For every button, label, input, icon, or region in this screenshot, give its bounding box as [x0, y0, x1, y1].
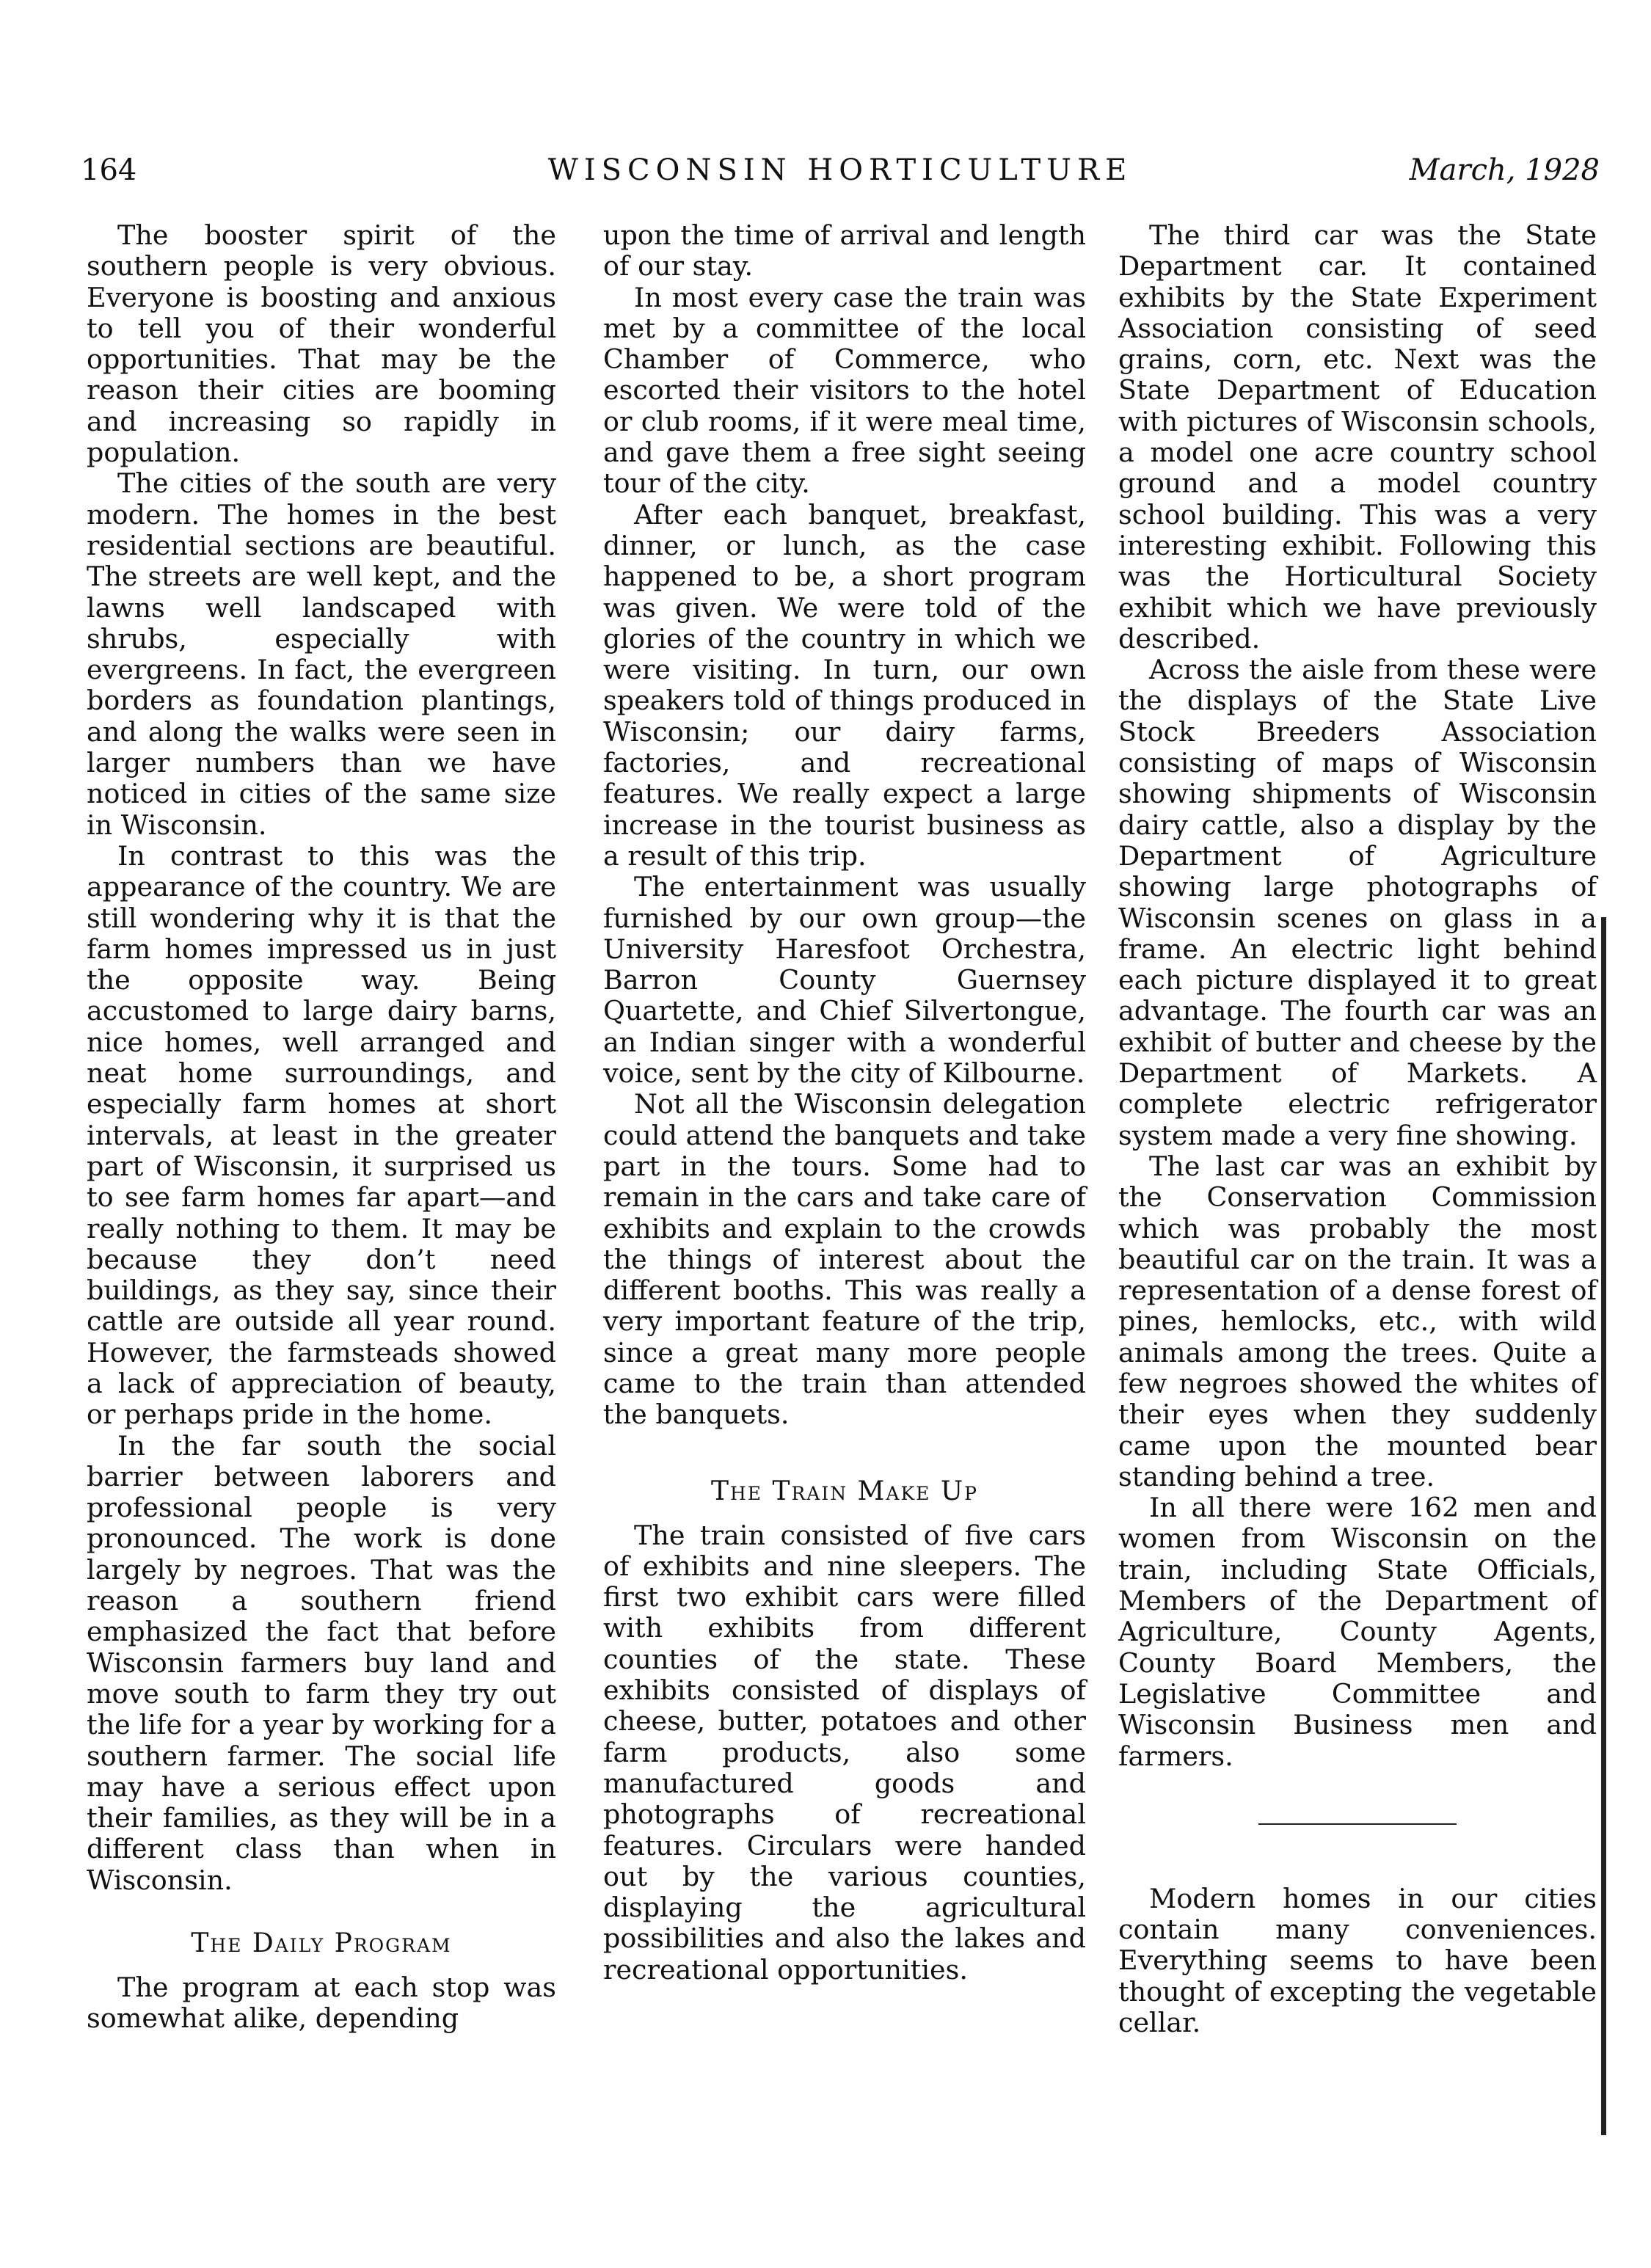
section-heading-train-make-up: The Train Make Up	[710, 1476, 979, 1506]
paragraph: In contrast to this was the appearance of the country. We are still wondering why it is that the farm homes impressed us in just the opposite way. Being accustomed to large dairy barns, nice homes, well arranged and neat home surroundings, and especially farm homes at short intervals, at least in the greater part of Wisconsin, it surprised us to see farm homes far apart—and really nothing to them. It may be because they don’t need buildings, as they say, since their cattle are outside all year round. However, the farmsteads showed a lack of appreciation of beauty, or perhaps pride in the home.	[87, 839, 556, 1431]
paragraph: The last car was an exhibit by the Conservation Commission which was probably the most beautiful car on the train. It was a representation of a dense forest of pines, hemlocks, etc., with wild animals among the trees. Quite a few negroes showed the whites of their eyes when they suddenly came upon the mounted bear standing behind a tree.	[1118, 1150, 1597, 1492]
paragraph: In all there were 162 men and women from Wisconsin on the train, including State Officials, Members of the Department of Agriculture, County Agents, County Board Members, the Legislative Committee and Wisconsin Business men and farmers.	[1118, 1492, 1597, 1772]
page-header	[81, 148, 1600, 192]
section-divider	[1258, 1823, 1457, 1825]
journal-title: WISCONSIN HORTICULTURE	[547, 153, 1133, 187]
paragraph: The program at each stop was somewhat alike, depending	[87, 1972, 556, 2035]
section-heading-daily-program: The Daily Program	[191, 1928, 452, 1959]
paragraph: upon the time of arrival and length of our stay.	[603, 219, 1086, 282]
paragraph: After each banquet, breakfast, dinner, or lunch, as the case happened to be, a short program was given. We were told of the glories of the country in which we were visiting. In turn, our own speakers told of things produced in Wisconsin; our dairy farms, factories, and recreational features. We really expect a large increase in the tourist business as a result of this trip.	[603, 498, 1086, 872]
paragraph: The entertainment was usually furnished by our own group—the University Haresfoot Orchestra, Barron County Guernsey Quartette, and Chief Silvertongue, an Indian singer with a wonderful voice, sent by the city of Kilbourne.	[603, 871, 1086, 1090]
paragraph: The third car was the State Department car. It contained exhibits by the State Experiment Association consisting of seed grains, corn, etc. Next was the State Department of Education with pictures of Wisconsin schools, a model one acre country school ground and a model country school building. This was a very interesting exhibit. Following this was the Horticultural Society exhibit which we have previously described.	[1118, 219, 1597, 654]
paragraph: The train consisted of five cars of exhibits and nine sleepers. The first two exhibit cars were filled with exhibits from different counties of the state. These exhibits consisted of displays of cheese, butter, potatoes and other farm products, also some manufactured goods and photographs of recreational features. Circulars were handed out by the various counties, displaying the agricultural possibilities and also the lakes and recreational opportunities.	[603, 1519, 1086, 1986]
paragraph: The cities of the south are very modern. The homes in the best residential sections are beautiful. The streets are well kept, and the lawns well landscaped with shrubs, especially with evergreens. In fact, the evergreen borders as foundation plantings, and along the walks were seen in larger numbers than we have noticed in cities of the same size in Wisconsin.	[87, 467, 556, 841]
issue-date: March, 1928	[1409, 153, 1600, 187]
paragraph: The booster spirit of the southern people is very obvious. Everyone is boosting and anxious to tell you of their wonderful opportunities. That may be the reason their cities are booming and increasing so rapidly in population.	[87, 219, 556, 469]
column-1	[87, 220, 556, 2035]
paragraph: In most every case the train was met by a committee of the local Chamber of Commerce, who escorted their visitors to the hotel or club rooms, if it were meal time, and gave them a free sight seeing tour of the city.	[603, 281, 1086, 500]
column-2	[603, 220, 1086, 1986]
paragraph: Across the aisle from these were the displays of the State Live Stock Breeders Association consisting of maps of Wisconsin showing shipments of Wisconsin dairy cattle, also a display by the Department of Agriculture showing large photographs of Wisconsin scenes on glass in a frame. An electric light behind each picture displayed it to great advantage. The fourth car was an exhibit of butter and cheese by the Department of Markets. A complete electric refrigerator system made a very fine showing.	[1118, 654, 1597, 1151]
filler-paragraph: Modern homes in our cities contain many conveniences. Everything seems to have been thought of excepting the vegetable cellar.	[1118, 1882, 1597, 2039]
page-number: 164	[81, 153, 137, 187]
page-edge-line	[1601, 917, 1606, 2135]
paragraph: In the far south the social barrier between laborers and professional people is very pronounced. The work is done largely by negroes. That was the reason a southern friend emphasized the fact that before Wisconsin farmers buy land and move south to farm they try out the life for a year by working for a southern farmer. The social life may have a serious effect upon their families, as they will be in a different class than when in Wisconsin.	[87, 1429, 556, 1896]
paragraph: Not all the Wisconsin delegation could attend the banquets and take part in the tours. Some had to remain in the cars and take care of exhibits and explain to the crowds the things of interest about the different booths. This was really a very important feature of the trip, since a great many more people came to the train than attended the banquets.	[603, 1088, 1086, 1431]
column-3	[1118, 220, 1597, 2038]
